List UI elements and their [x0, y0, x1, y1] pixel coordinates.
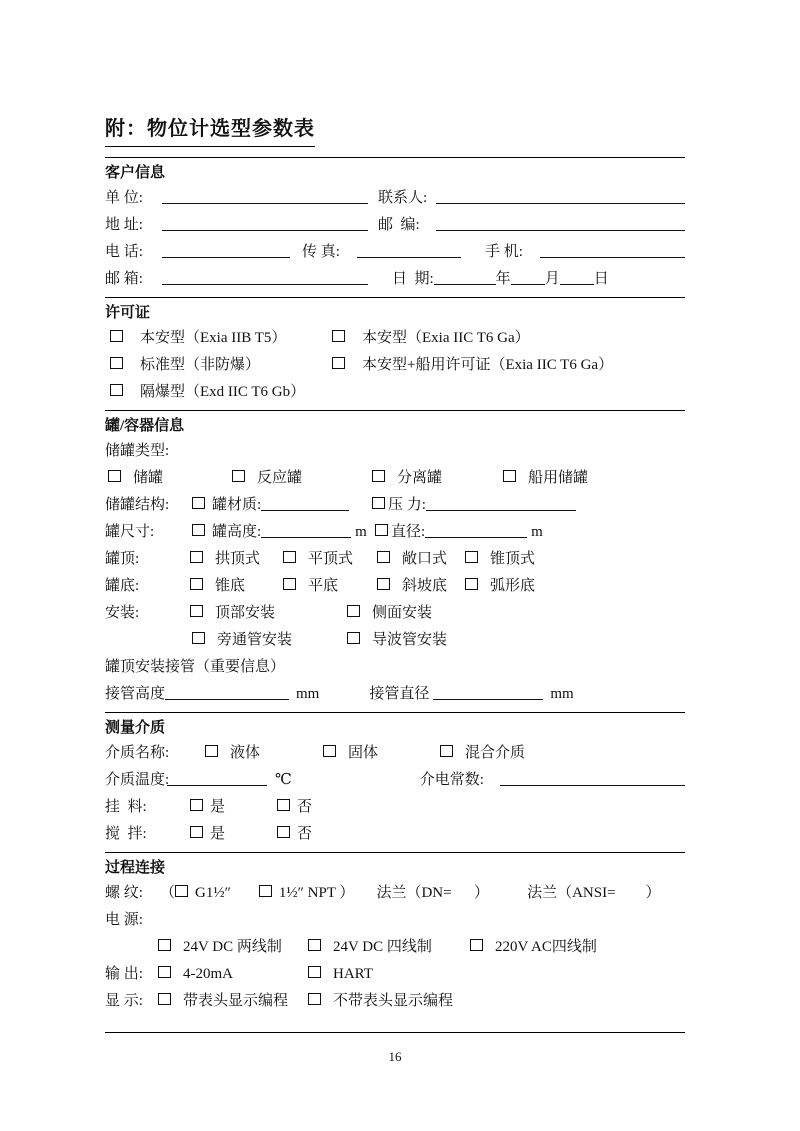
bottom-flat [283, 574, 377, 595]
checkbox-icon[interactable] [332, 330, 345, 342]
medium-temp-row [105, 768, 685, 795]
option-label: 否 [297, 826, 313, 842]
mm-unit: mm [550, 686, 574, 702]
checkbox-icon[interactable] [190, 605, 203, 617]
top-flat [283, 547, 377, 568]
option-label: 平底 [308, 578, 339, 594]
power-220v-4wire [470, 935, 597, 956]
zip-input[interactable] [436, 227, 685, 231]
material-label: 罐材质: [212, 497, 262, 513]
medium-liquid [205, 741, 323, 762]
medium-name-label: 介质名称: [105, 745, 170, 761]
checkbox-icon[interactable] [470, 939, 483, 951]
checkbox-icon[interactable] [259, 885, 272, 897]
buildup-row [105, 795, 685, 822]
section-divider [105, 297, 685, 298]
option-label: 否 [297, 799, 313, 815]
checkbox-icon[interactable] [372, 470, 385, 482]
option-label: 导波管安装 [372, 632, 448, 648]
option-label: 反应罐 [257, 470, 303, 486]
meter-unit: m [531, 524, 543, 540]
phone-input[interactable] [162, 254, 290, 258]
tank-material-option [192, 493, 372, 514]
tank-top-row [105, 547, 685, 574]
checkbox-icon[interactable] [440, 745, 453, 757]
meter-unit: m [355, 524, 367, 540]
license-row-1 [105, 326, 685, 353]
power-24v-2wire [158, 935, 308, 956]
tank-install-row-1 [105, 601, 685, 628]
footer-divider [105, 1032, 685, 1033]
checkbox-icon[interactable] [503, 470, 516, 482]
checkbox-icon[interactable] [377, 551, 390, 563]
nozzle-diameter-input[interactable] [433, 696, 543, 700]
install-side-mount [347, 601, 432, 622]
medium-name-row [105, 741, 685, 768]
nozzle-diameter-label: 接管直径 [369, 686, 430, 702]
stir-no [277, 822, 312, 843]
option-label: 锥顶式 [490, 551, 536, 567]
stir-label: 搅 拌: [105, 826, 147, 842]
option-label: 船用储罐 [528, 470, 589, 486]
page-title: 附：物位计选型参数表 [105, 112, 315, 147]
buildup-label: 挂 料: [105, 799, 147, 815]
checkbox-icon[interactable] [192, 632, 205, 644]
option-label: 敞口式 [402, 551, 448, 567]
medium-mixed [440, 741, 525, 762]
option-label: 本安型+船用许可证（Exia IIC T6 Ga） [362, 357, 614, 373]
checkbox-icon[interactable] [175, 885, 188, 897]
option-label: 是 [210, 826, 226, 842]
checkbox-icon[interactable] [158, 939, 171, 951]
tank-type-label-row [105, 439, 685, 466]
option-label: 顶部安装 [215, 605, 276, 621]
license-row-3 [105, 380, 685, 407]
tank-structure-row [105, 493, 685, 520]
checkbox-icon[interactable] [308, 939, 321, 951]
checkbox-icon[interactable] [332, 357, 345, 369]
license-option-marine [332, 353, 613, 374]
install-top-mount [190, 601, 347, 622]
output-hart [308, 966, 373, 983]
tank-top-label: 罐顶: [105, 551, 140, 567]
tank-size-label: 罐尺寸: [105, 524, 155, 540]
buildup-yes [190, 795, 277, 816]
tank-type-separator [372, 466, 503, 487]
tank-type-options-row [105, 466, 685, 493]
mobile-input[interactable] [540, 254, 685, 258]
checkbox-icon[interactable] [465, 578, 478, 590]
address-input[interactable] [162, 227, 368, 231]
option-label: 平顶式 [308, 551, 354, 567]
medium-temp-input[interactable] [167, 782, 267, 786]
tank-size-row [105, 520, 685, 547]
checkbox-icon[interactable] [377, 578, 390, 590]
pressure-input[interactable] [426, 507, 576, 511]
output-row [105, 962, 685, 989]
option-label: 拱顶式 [215, 551, 261, 567]
option-label: 斜坡底 [402, 578, 448, 594]
section-divider [105, 410, 685, 411]
option-label: 220V AC四线制 [495, 939, 597, 955]
pressure-label: 压 力: [388, 497, 426, 513]
section-heading-license: 许可证 [105, 305, 151, 321]
output-label: 输 出: [105, 966, 143, 982]
mm-unit: mm [296, 686, 320, 702]
top-dome [190, 547, 283, 568]
power-24v-4wire [308, 935, 470, 956]
checkbox-icon[interactable] [110, 357, 123, 369]
option-label: 旁通管安装 [217, 632, 293, 648]
checkbox-icon[interactable] [190, 551, 203, 563]
buildup-no [277, 795, 312, 816]
section-heading-process: 过程连接 [105, 860, 166, 876]
option-label: 混合介质 [465, 745, 526, 761]
option-label: 储罐 [133, 470, 164, 486]
bottom-slope [377, 574, 465, 595]
display-with-meter [158, 989, 308, 1010]
page-number: 16 [388, 1049, 402, 1064]
option-label: 侧面安装 [372, 605, 433, 621]
address-label: 地 址: [105, 217, 143, 233]
checkbox-icon[interactable] [308, 966, 321, 978]
customer-row-address [105, 213, 685, 240]
unit-input[interactable] [162, 200, 368, 204]
section-divider [105, 712, 685, 713]
bottom-arc [465, 574, 535, 595]
celsius-unit: ℃ [275, 772, 292, 788]
nozzle-height-input[interactable] [165, 696, 289, 700]
zip-label: 邮 编: [378, 217, 420, 233]
checkbox-icon[interactable] [372, 497, 385, 509]
bottom-cone [190, 574, 283, 595]
section-divider [105, 852, 685, 853]
checkbox-icon[interactable] [323, 745, 336, 757]
tank-type-marine [503, 466, 588, 487]
date-day-input[interactable] [560, 281, 594, 285]
unit-label: 单 位: [105, 190, 143, 206]
medium-temp-label: 介质温度: [105, 772, 170, 788]
checkbox-icon[interactable] [190, 578, 203, 590]
tank-install-row-2 [105, 628, 685, 655]
checkbox-icon[interactable] [375, 524, 388, 536]
tank-type-reactor [232, 466, 372, 487]
install-label: 安装: [105, 605, 140, 621]
checkbox-icon[interactable] [190, 826, 203, 838]
year-label: 年 [495, 271, 511, 287]
option-label: 本安型（Exia IIC T6 Ga） [362, 330, 530, 346]
title-block [105, 112, 685, 154]
customer-row-unit [105, 186, 685, 213]
display-without-meter [308, 989, 453, 1010]
stir-row [105, 822, 685, 849]
checkbox-icon[interactable] [192, 497, 205, 509]
license-option-exia-iib [110, 326, 332, 347]
section-heading-medium: 测量介质 [105, 720, 166, 736]
option-label: 本安型（Exia IIB T5） [140, 330, 287, 346]
email-label: 邮 箱: [105, 271, 143, 287]
display-label: 显 示: [105, 993, 143, 1009]
section-heading-tank: 罐/容器信息 [105, 418, 185, 434]
checkbox-icon[interactable] [110, 330, 123, 342]
checkbox-icon[interactable] [192, 524, 205, 536]
diameter-input[interactable] [425, 534, 527, 538]
section-heading-customer: 客户信息 [105, 165, 166, 181]
option-label: 分离罐 [397, 470, 443, 486]
output-420ma [158, 966, 308, 983]
checkbox-icon[interactable] [110, 384, 123, 396]
dielectric-label: 介电常数: [419, 772, 484, 788]
option-label: 锥底 [215, 578, 246, 594]
tank-diameter-option [375, 520, 543, 541]
contact-label: 联系人: [378, 190, 428, 206]
checkbox-icon[interactable] [465, 551, 478, 563]
thread-npt-option [259, 881, 355, 902]
install-bypass-pipe [192, 628, 347, 649]
medium-solid [323, 741, 440, 762]
tank-height-option [192, 520, 375, 541]
thread-row [105, 881, 685, 908]
option-label: 24V DC 两线制 [183, 939, 282, 955]
fax-input[interactable] [357, 254, 461, 258]
checkbox-icon[interactable] [205, 745, 218, 757]
checkbox-icon[interactable] [190, 799, 203, 811]
nozzle-height-label: 接管高度 [105, 686, 166, 702]
option-label: 弧形底 [490, 578, 536, 594]
tank-structure-label: 储罐结构: [105, 497, 170, 513]
date-month-input[interactable] [511, 281, 545, 285]
height-label: 罐高度: [212, 524, 262, 540]
option-label: 1½″ NPT ） [278, 885, 355, 901]
nozzle-dimensions-row [105, 682, 685, 709]
option-label: HART [333, 966, 373, 982]
thread-g-option [175, 885, 231, 902]
checkbox-icon[interactable] [277, 826, 290, 838]
checkbox-icon[interactable] [308, 993, 321, 1005]
checkbox-icon[interactable] [158, 993, 171, 1005]
flange-ansi-label: 法兰（ANSI= ） [527, 885, 661, 901]
tank-bottom-label: 罐底: [105, 578, 140, 594]
option-label: 标准型（非防爆） [140, 357, 261, 373]
email-input[interactable] [162, 281, 368, 285]
checkbox-icon[interactable] [158, 966, 171, 978]
open-paren: （ [160, 885, 176, 901]
option-label: 24V DC 四线制 [333, 939, 432, 955]
top-open [377, 547, 465, 568]
flange-dn-label: 法兰（DN= ） [376, 885, 490, 901]
checkbox-icon[interactable] [283, 578, 296, 590]
tank-pressure-option [372, 493, 576, 514]
thread-label: 螺 纹: [105, 885, 143, 901]
section-divider [105, 157, 685, 158]
nozzle-heading: 罐顶安装接管（重要信息） [105, 659, 286, 675]
checkbox-icon[interactable] [283, 551, 296, 563]
day-label: 日 [593, 271, 609, 287]
customer-row-phone [105, 240, 685, 267]
option-label: G1½″ [195, 885, 231, 901]
stir-yes [190, 822, 277, 843]
dielectric-input[interactable] [500, 782, 685, 786]
customer-row-email [105, 267, 685, 294]
height-input[interactable] [261, 534, 351, 538]
tank-bottom-row [105, 574, 685, 601]
checkbox-icon[interactable] [277, 799, 290, 811]
power-label: 电 源: [105, 912, 143, 928]
checkbox-icon[interactable] [347, 605, 360, 617]
material-input[interactable] [261, 507, 349, 511]
display-row [105, 989, 685, 1016]
checkbox-icon[interactable] [347, 632, 360, 644]
phone-label: 电 话: [105, 244, 143, 260]
date-year-input[interactable] [434, 281, 496, 285]
option-label: 4-20mA [183, 966, 233, 982]
month-label: 月 [544, 271, 560, 287]
install-stilling-well [347, 628, 447, 649]
option-label: 隔爆型（Exd IIC T6 Gb） [140, 384, 306, 400]
checkbox-icon[interactable] [232, 470, 245, 482]
option-label: 固体 [348, 745, 379, 761]
license-option-exia-iic [332, 326, 530, 347]
contact-input[interactable] [436, 200, 685, 204]
license-option-standard [110, 353, 332, 374]
date-label: 日 期: [392, 271, 434, 287]
form-content [105, 112, 685, 1065]
checkbox-icon[interactable] [108, 470, 121, 482]
mobile-label: 手 机: [485, 244, 523, 260]
tank-type-storage [108, 466, 232, 487]
option-label: 液体 [230, 745, 261, 761]
option-label: 带表头显示编程 [183, 993, 289, 1009]
top-cone [465, 547, 535, 568]
tank-type-label: 储罐类型: [105, 443, 170, 459]
nozzle-heading-row [105, 655, 685, 682]
option-label: 不带表头显示编程 [333, 993, 454, 1009]
power-options-row [105, 935, 685, 962]
license-option-exd [110, 380, 305, 401]
license-row-2 [105, 353, 685, 380]
diameter-label: 直径: [391, 524, 426, 540]
fax-label: 传 真: [302, 244, 340, 260]
power-label-row [105, 908, 685, 935]
option-label: 是 [210, 799, 226, 815]
